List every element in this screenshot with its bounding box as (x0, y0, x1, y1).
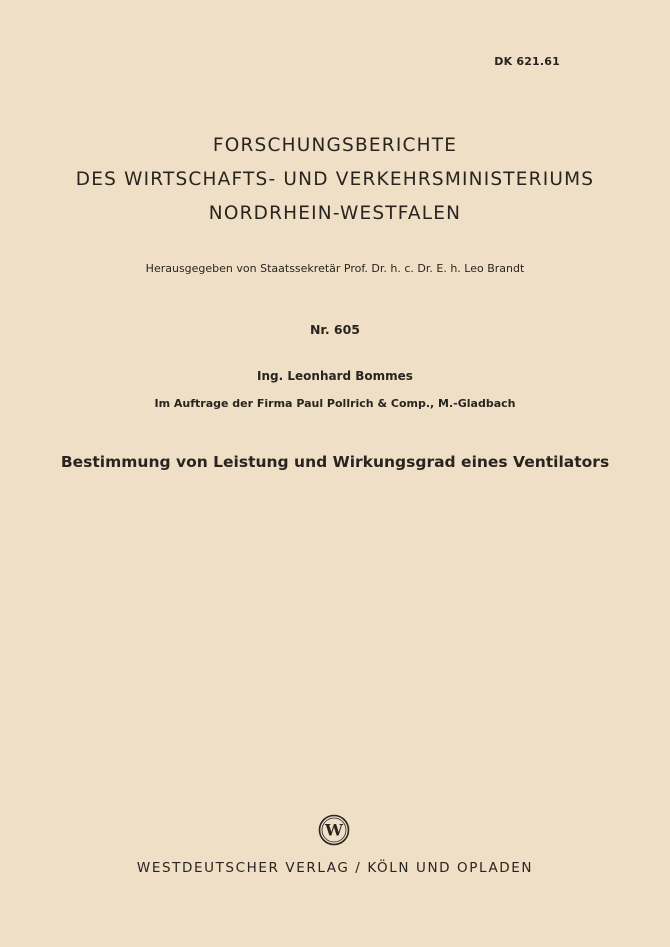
series-title-line-1: FORSCHUNGSBERICHTE (212, 135, 458, 156)
report-number: Nr. 605 (309, 322, 361, 337)
publisher-name: WESTDEUTSCHER VERLAG / KÖLN UND OPLADEN (136, 860, 534, 876)
series-title-line-3: NORDRHEIN-WESTFALEN (208, 203, 462, 224)
series-title (0, 129, 670, 231)
classification-number: DK 621.61 (494, 55, 560, 68)
commission-line: Im Auftrage der Firma Paul Pollrich & Comp., M.-Gladbach (154, 397, 516, 410)
publisher-logo-letter: W (325, 820, 343, 840)
work-title: Bestimmung von Leistung und Wirkungsgrad eines Ventilators (60, 453, 610, 471)
series-title-line-2: DES WIRTSCHAFTS- UND VERKEHRSMINISTERIUMS (75, 169, 595, 190)
publisher-logo-icon (318, 814, 350, 846)
editor-line: Herausgegeben von Staatssekretär Prof. Dr. h. c. Dr. E. h. Leo Brandt (145, 262, 525, 275)
author-name: Ing. Leonhard Bommes (257, 369, 413, 383)
